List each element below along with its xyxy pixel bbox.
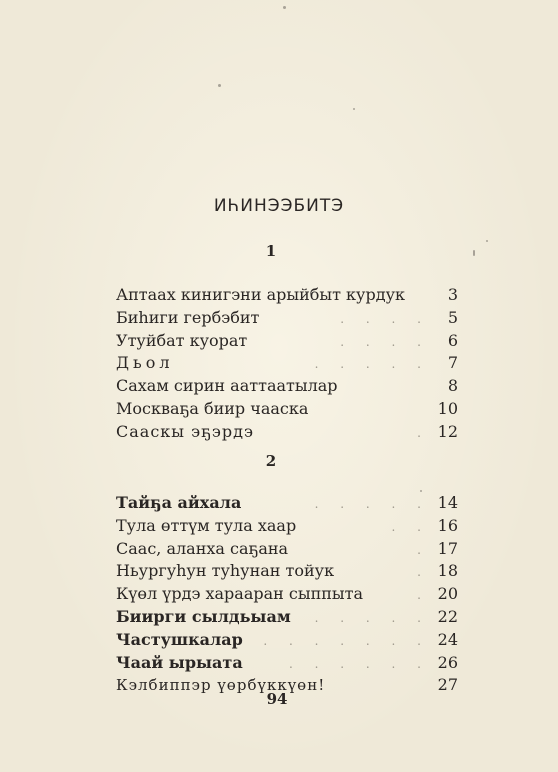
dot-leader: . . . . . xyxy=(314,497,430,511)
dot-leader: . xyxy=(417,565,430,580)
dot-leader: . xyxy=(417,425,430,440)
entry-page: 22 xyxy=(437,606,458,626)
entry-title: Биһиги гербэбит xyxy=(116,307,260,327)
entry-page: 6 xyxy=(447,330,458,350)
toc-entry xyxy=(116,583,458,606)
contents-title: ИҺИНЭЭБИТЭ xyxy=(213,196,345,216)
paper-speck xyxy=(283,6,286,9)
entry-page: 10 xyxy=(437,398,458,418)
dot-leader: . . . . . xyxy=(314,610,430,625)
toc-entry xyxy=(116,538,458,561)
entry-page: 5 xyxy=(447,307,458,327)
toc-entry xyxy=(116,515,458,538)
entry-title: Чаай ырыата xyxy=(116,652,243,672)
toc-entry xyxy=(116,421,458,444)
entry-title: Тула өттүм тула хаар xyxy=(116,515,297,535)
toc-entry xyxy=(116,398,458,421)
entry-page: 17 xyxy=(437,538,458,558)
entry-page: 3 xyxy=(447,285,458,304)
dot-leader: . . . . . . xyxy=(289,656,430,671)
entry-page: 14 xyxy=(437,493,458,512)
toc-section-1 xyxy=(116,284,458,444)
toc-entry xyxy=(116,375,458,398)
entry-page: 24 xyxy=(437,629,458,649)
paper-speck xyxy=(486,240,488,242)
paper-speck xyxy=(353,108,355,110)
entry-page: 12 xyxy=(437,421,458,441)
entry-title: Частушкалар xyxy=(116,629,243,649)
entry-title: Саас, аланха саҕана xyxy=(116,538,289,558)
entry-title: Сааскы эҕэрдэ xyxy=(116,421,254,441)
entry-title: Кэлбиппэр үөрбүккүөн! xyxy=(116,676,326,695)
toc-entry xyxy=(116,352,458,375)
entry-title: Күөл үрдэ харааран сыппыта xyxy=(116,584,364,604)
toc-section-2 xyxy=(116,492,458,697)
entry-title: Аптаах кинигэни арыйбыт курдук xyxy=(116,285,405,304)
toc-entry xyxy=(116,307,458,330)
toc-entry xyxy=(116,560,458,583)
toc-entry xyxy=(116,284,458,307)
entry-page: 26 xyxy=(437,652,458,672)
paper-speck xyxy=(420,490,422,492)
entry-title: Дьол xyxy=(116,353,174,373)
entry-page: 18 xyxy=(437,561,458,581)
paper-speck xyxy=(473,250,475,256)
dot-leader: . . xyxy=(391,519,430,534)
entry-title: Тайҕа айхала xyxy=(116,493,242,512)
toc-entry xyxy=(116,492,458,515)
dot-leader: . . . . xyxy=(340,311,430,326)
dot-leader: . xyxy=(417,542,430,557)
entry-page: 20 xyxy=(437,584,458,604)
entry-title: Биирги сылдьыам xyxy=(116,606,291,626)
entry-title: Сахам сирин ааттаатылар xyxy=(116,376,338,396)
entry-page: 7 xyxy=(447,353,458,373)
dot-leader: . . . . xyxy=(340,334,430,349)
entry-title: Москваҕа биир чааска xyxy=(116,398,309,418)
dot-leader: . . . . . . . xyxy=(263,633,430,648)
entry-title: Утуйбат куорат xyxy=(116,330,248,350)
entry-title: Ньургуһун туһунан тойук xyxy=(116,561,335,581)
toc-entry xyxy=(116,606,458,629)
dot-leader: . xyxy=(417,588,430,603)
page-number: 94 xyxy=(266,690,288,708)
toc-entry xyxy=(116,652,458,675)
entry-page: 27 xyxy=(437,675,458,695)
dot-leader: . . . . . xyxy=(314,357,430,372)
paper-speck xyxy=(218,84,221,87)
entry-page: 8 xyxy=(447,376,458,396)
toc-entry xyxy=(116,629,458,652)
entry-page: 16 xyxy=(437,515,458,535)
section-number: 1 xyxy=(265,242,277,260)
section-number: 2 xyxy=(265,452,277,470)
toc-entry xyxy=(116,330,458,353)
